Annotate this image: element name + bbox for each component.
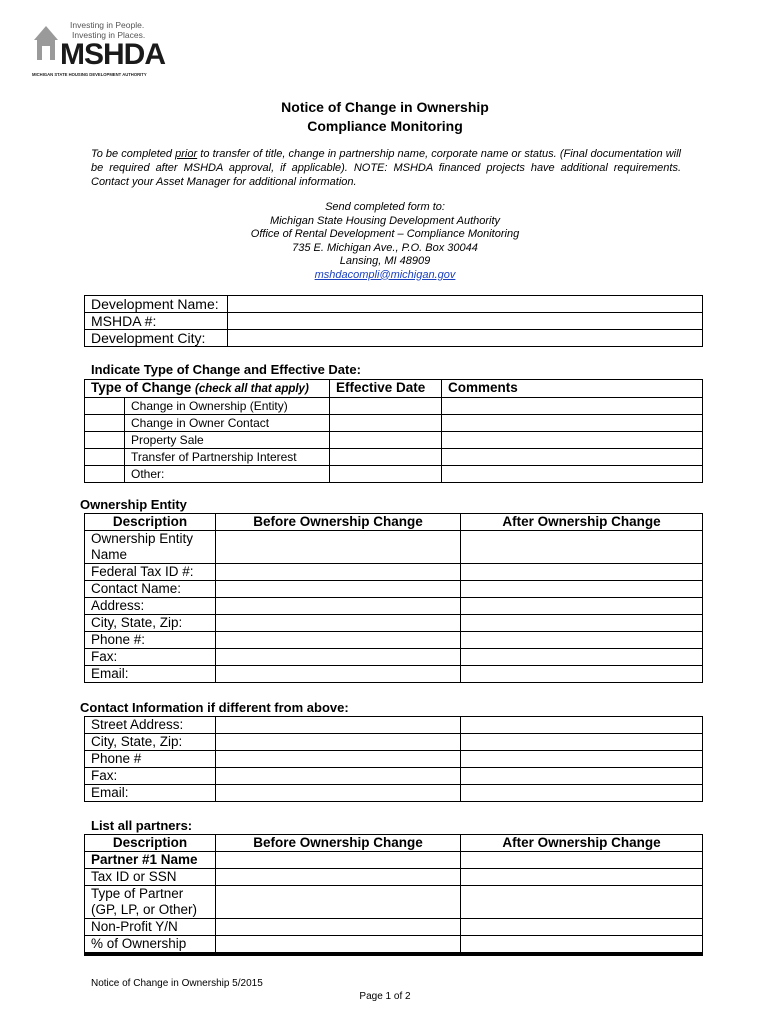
after-field[interactable] [461, 886, 703, 919]
change-type-table [84, 379, 703, 483]
contact-row-label: Street Address: [85, 717, 216, 734]
ownership-row-label: Email: [85, 666, 216, 683]
footer-form-id: Notice of Change in Ownership 5/2015 [91, 978, 263, 989]
partners-table [84, 834, 703, 953]
after-field[interactable] [461, 936, 703, 953]
page-title: Notice of Change in Ownership [281, 99, 489, 115]
before-field[interactable] [216, 751, 461, 768]
ownership-row-label: Ownership Entity Name [85, 531, 216, 564]
development-name-field[interactable] [228, 296, 703, 313]
after-field[interactable] [461, 869, 703, 886]
ownership-heading: Ownership Entity [80, 497, 187, 512]
ownership-row-label: City, State, Zip: [85, 615, 216, 632]
checkbox-cell[interactable] [85, 398, 125, 415]
before-field[interactable] [216, 564, 461, 581]
partners-heading: List all partners: [91, 818, 193, 833]
comments-field[interactable] [442, 432, 703, 449]
after-change-header: After Ownership Change [461, 514, 703, 531]
after-field[interactable] [461, 852, 703, 869]
send-to-address: Send completed form to: Michigan State Housing Development Authority Office of Rental Development – Compliance Monitoring 735 E. Michigan Ave., P.O. Box 30044 Lansing, MI 48909 mshdacompli@michigan.gov [0, 201, 770, 282]
logo-tagline-1: Investing in People. [70, 20, 145, 30]
intro-paragraph: To be completed prior to transfer of title, change in partnership name, corporate name or status. (Final documentation will be required after MSHDA approval, if applicable). NOTE: MSHDA financed projects have additional requirements. Contact your Asset Manager for additional information. [91, 148, 682, 188]
before-field[interactable] [216, 632, 461, 649]
development-table [84, 295, 703, 347]
before-field[interactable] [216, 886, 461, 919]
after-field[interactable] [461, 531, 703, 564]
development-city-field[interactable] [228, 330, 703, 347]
after-field[interactable] [461, 666, 703, 683]
ownership-row-label: Address: [85, 598, 216, 615]
checkbox-cell[interactable] [85, 415, 125, 432]
mshda-number-label: MSHDA #: [85, 313, 228, 330]
before-change-header: Before Ownership Change [216, 514, 461, 531]
email-link[interactable]: mshdacompli@michigan.gov [314, 268, 456, 281]
comments-header: Comments [442, 380, 703, 398]
ownership-row-label: Phone #: [85, 632, 216, 649]
contact-row-label: Email: [85, 785, 216, 802]
effective-date-field[interactable] [330, 449, 442, 466]
before-field[interactable] [216, 581, 461, 598]
after-field[interactable] [461, 581, 703, 598]
after-field[interactable] [461, 717, 703, 734]
mshda-logo [32, 16, 165, 80]
partner-row-label: Tax ID or SSN [85, 869, 216, 886]
contact-heading: Contact Information if different from above: [80, 700, 349, 715]
mshda-number-field[interactable] [228, 313, 703, 330]
before-field[interactable] [216, 734, 461, 751]
contact-row-label: Phone # [85, 751, 216, 768]
ownership-row-label: Contact Name: [85, 581, 216, 598]
effective-date-field[interactable] [330, 415, 442, 432]
after-field[interactable] [461, 615, 703, 632]
checkbox-cell[interactable] [85, 466, 125, 483]
before-field[interactable] [216, 666, 461, 683]
comments-field[interactable] [442, 449, 703, 466]
effective-date-field[interactable] [330, 466, 442, 483]
partner-row-label: Partner #1 Name [85, 852, 216, 869]
partner-row-label: % of Ownership [85, 936, 216, 953]
before-field[interactable] [216, 531, 461, 564]
page-subtitle: Compliance Monitoring [307, 118, 463, 134]
before-field[interactable] [216, 717, 461, 734]
after-field[interactable] [461, 919, 703, 936]
before-change-header: Before Ownership Change [216, 835, 461, 852]
ownership-table [84, 513, 703, 683]
after-field[interactable] [461, 649, 703, 666]
logo-subtitle: MICHIGAN STATE HOUSING DEVELOPMENT AUTHORITY [32, 72, 147, 77]
comments-field[interactable] [442, 466, 703, 483]
before-field[interactable] [216, 615, 461, 632]
after-change-header: After Ownership Change [461, 835, 703, 852]
contact-row-label: Fax: [85, 768, 216, 785]
change-type-label: Change in Ownership (Entity) [125, 398, 330, 415]
after-field[interactable] [461, 632, 703, 649]
after-field[interactable] [461, 734, 703, 751]
before-field[interactable] [216, 768, 461, 785]
prior-emphasis: prior [175, 148, 198, 160]
before-field[interactable] [216, 936, 461, 953]
before-field[interactable] [216, 852, 461, 869]
effective-date-field[interactable] [330, 432, 442, 449]
checkbox-cell[interactable] [85, 449, 125, 466]
after-field[interactable] [461, 768, 703, 785]
partner-row-label: Type of Partner (GP, LP, or Other) [85, 886, 216, 919]
effective-date-field[interactable] [330, 398, 442, 415]
ownership-row-label: Fax: [85, 649, 216, 666]
partner-row-label: Non-Profit Y/N [85, 919, 216, 936]
before-field[interactable] [216, 649, 461, 666]
after-field[interactable] [461, 751, 703, 768]
before-field[interactable] [216, 598, 461, 615]
description-header: Description [85, 835, 216, 852]
before-field[interactable] [216, 785, 461, 802]
after-field[interactable] [461, 785, 703, 802]
change-type-label: Transfer of Partnership Interest [125, 449, 330, 466]
house-icon [32, 22, 62, 62]
development-name-label: Development Name: [85, 296, 228, 313]
logo-tagline-2: Investing in Places. [72, 30, 146, 40]
change-heading: Indicate Type of Change and Effective Date: [91, 362, 361, 377]
development-city-label: Development City: [85, 330, 228, 347]
ownership-row-label: Federal Tax ID #: [85, 564, 216, 581]
after-field[interactable] [461, 564, 703, 581]
before-field[interactable] [216, 869, 461, 886]
description-header: Description [85, 514, 216, 531]
change-type-label: Other: [125, 466, 330, 483]
after-field[interactable] [461, 598, 703, 615]
logo-wordmark: MSHDA [60, 38, 165, 71]
type-of-change-header: Type of Change (check all that apply) [85, 380, 330, 398]
change-type-label: Property Sale [125, 432, 330, 449]
comments-field[interactable] [442, 398, 703, 415]
effective-date-header: Effective Date [330, 380, 442, 398]
page-number: Page 1 of 2 [359, 991, 411, 1002]
before-field[interactable] [216, 919, 461, 936]
bottom-rule [84, 953, 703, 956]
checkbox-cell[interactable] [85, 432, 125, 449]
contact-row-label: City, State, Zip: [85, 734, 216, 751]
comments-field[interactable] [442, 415, 703, 432]
change-type-label: Change in Owner Contact [125, 415, 330, 432]
contact-table [84, 716, 703, 802]
